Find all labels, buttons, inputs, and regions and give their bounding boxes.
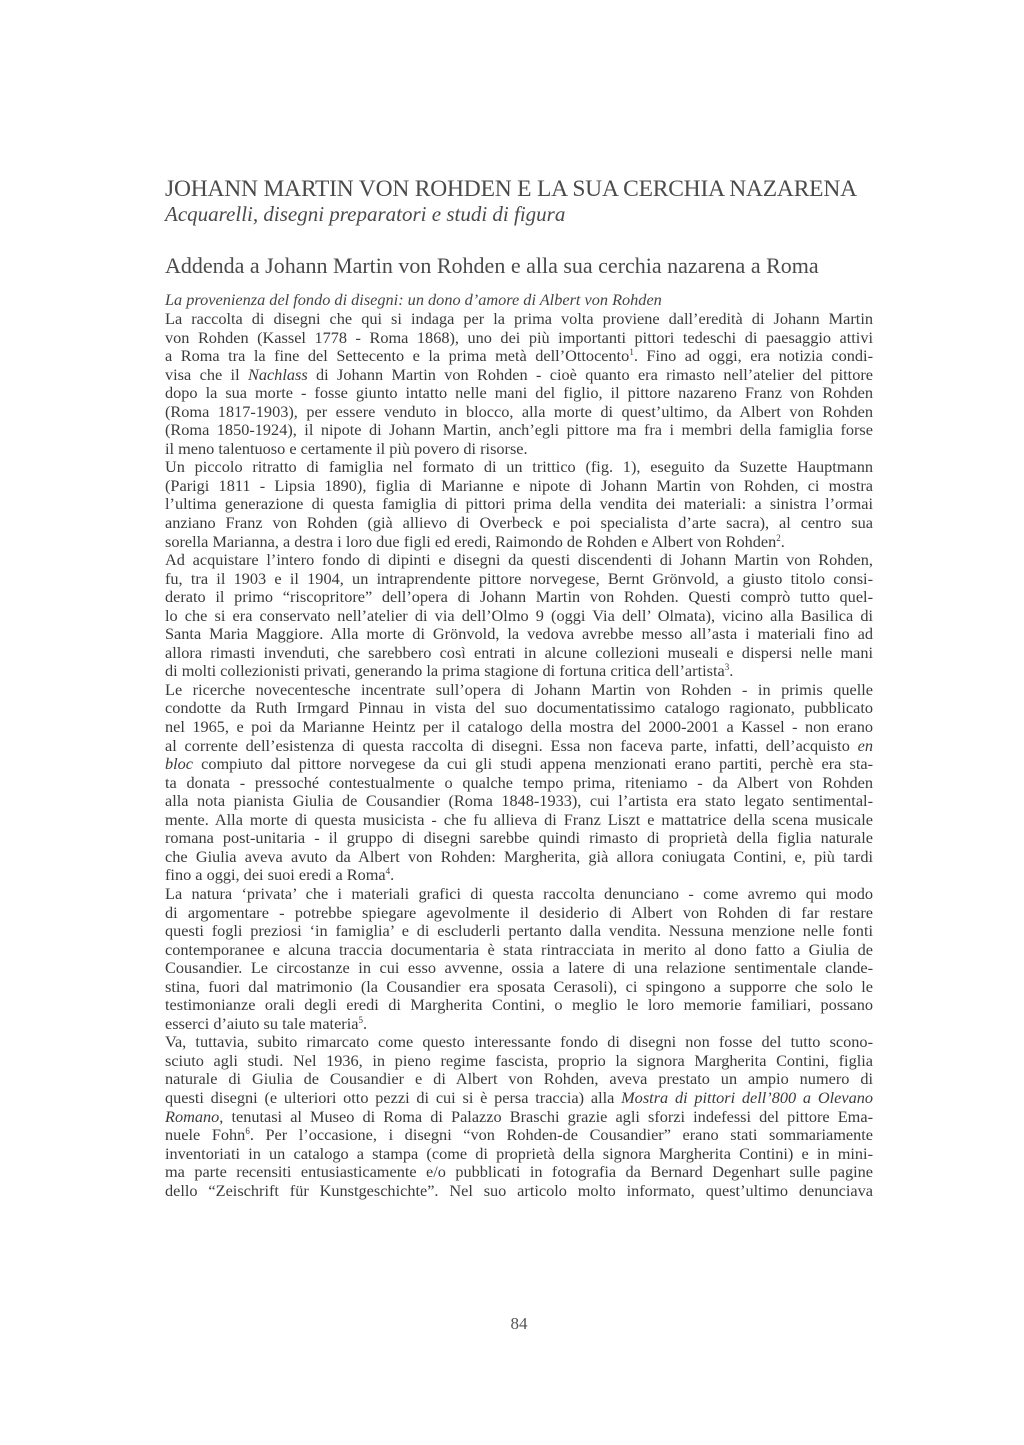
line-text: Un piccolo ritratto di famiglia nel formato di un trittico (fig. 1), eseguito da Suzette Hauptmann <box>165 457 873 477</box>
line-text: questi disegni (e ulteriori otto pezzi di cui si è persa traccia) alla <box>165 1087 622 1107</box>
body-line <box>165 607 873 626</box>
line-text: esserci d’aiuto su tale materia <box>165 1013 359 1033</box>
body-line <box>165 941 873 960</box>
line-text: . Fino ad oggi, era notizia condi- <box>633 346 873 366</box>
line-text: , tenutasi al Museo di Roma di Palazzo Braschi grazie agli sforzi indefessi del pittore Ema- <box>219 1106 873 1126</box>
body-line <box>165 699 873 718</box>
line-text: . <box>780 531 785 551</box>
line-text: sciuto agli studi. Nel 1936, in pieno regime fascista, proprio la signora Margherita Contini, figlia <box>165 1050 873 1070</box>
section-heading: Addenda a Johann Martin von Rohden e alla sua cerchia nazarena a Roma <box>165 253 819 278</box>
line-text: derato il primo “riscopritore” dell’opera di Johann Martin von Rohden. Questi comprò tutto quel- <box>165 587 873 607</box>
body-line <box>165 1163 873 1182</box>
line-text: (Roma 1817-1903), per essere venduto in blocco, alla morte di quest’ultimo, da Albert von Rohden <box>165 401 873 421</box>
body-line <box>165 625 873 644</box>
line-text: Va, tuttavia, subito rimarcato come questo interessante fondo di disegni non fosse del tutto scono- <box>165 1032 873 1052</box>
running-subtitle: Acquarelli, disegni preparatori e studi di figura <box>165 202 566 226</box>
line-text: visa che il <box>165 364 248 384</box>
line-text: di molti collezionisti privati, generando la prima stagione di fortuna critica dell’artista <box>165 661 725 681</box>
section-subheading: La provenienza del fondo di disegni: un dono d’amore di Albert von Rohden <box>165 290 662 309</box>
body-line <box>165 978 873 997</box>
line-text: . Per l’occasione, i disegni “von Rohden-de Cousandier” erano stati sommariamente <box>249 1125 873 1145</box>
body-line <box>165 570 873 589</box>
body-line <box>165 904 873 923</box>
body-line <box>165 774 873 793</box>
body-line <box>165 347 873 366</box>
body-line <box>165 1070 873 1089</box>
line-text: . <box>390 865 395 885</box>
body-line <box>165 959 873 978</box>
line-text: von Rohden (Kassel 1778 - Roma 1868), uno dei più importanti pittori tedeschi di paesaggio attivi <box>165 327 873 347</box>
line-text: inventoriati in un catalogo a stampa (come di proprietà della signora Margherita Contini) e in mini- <box>165 1143 873 1163</box>
body-line <box>165 737 873 756</box>
body-line <box>165 996 873 1015</box>
line-text: Santa Maria Maggiore. Alla morte di Grönvold, la vedova avrebbe messo all’asta i materiali fino ad <box>165 624 873 644</box>
line-text: dello “Zeischrift für Kunstgeschichte”. Nel suo articolo molto informato, quest’ultimo denunciava <box>165 1180 873 1200</box>
italic-term: Nachlass <box>247 364 308 384</box>
line-text: ma parte recensiti entusiasticamente e/o pubblicati in fotografia da Bernard Degenhart sulle pagine <box>165 1162 873 1182</box>
footnote-marker[interactable]: 4 <box>385 866 391 877</box>
body-line <box>165 922 873 941</box>
body-line <box>165 681 873 700</box>
line-text: . <box>729 661 734 681</box>
body-line <box>165 1015 873 1034</box>
line-text: mente. Alla morte di questa musicista - che fu allieva di Franz Liszt e mattatrice della scena musicale <box>165 809 873 829</box>
footnote-marker[interactable]: 3 <box>724 662 730 673</box>
body-line <box>165 811 873 830</box>
body-line <box>165 366 873 385</box>
line-text: dopo la sua morte - fosse giunto intatto nelle mani del figlio, il pittore nazareno Franz von Rohden <box>165 383 873 403</box>
line-text: condotte da Ruth Irmgard Pinnau in vista del suo documentatissimo catalogo ragionato, pubblicato <box>165 698 873 718</box>
line-text: questi fogli preziosi ‘in famiglia’ e di escluderli pertanto dalla vendita. Nessuna menzione nelle fonti <box>165 921 873 941</box>
body-line <box>165 848 873 867</box>
line-text: ta donata - pressoché contestualmente o qualche tempo prima, riteniamo - da Albert von Rohden <box>165 772 873 792</box>
body-line <box>165 588 873 607</box>
line-text: l’ultima generazione di questa famiglia di pittori prima della vendita dei materiali: a sinistra l’ormai <box>165 494 873 514</box>
line-text: testimonianze orali degli eredi di Margherita Contini, o meglio le loro memorie familiari, possano <box>165 995 873 1015</box>
line-text: Le ricerche novecentesche incentrate sull’opera di Johann Martin von Rohden - in primis quelle <box>165 679 873 699</box>
footnote-marker[interactable]: 2 <box>776 532 781 543</box>
line-text: stina, fuori dal matrimonio (la Cousandier era sposata Cerasoli), ci spingono a supporre che solo le <box>165 976 873 996</box>
italic-term: Romano <box>165 1106 220 1126</box>
line-text: nel 1965, e poi da Marianne Heintz per il catalogo della mostra del 2000-2001 a Kassel - non erano <box>165 717 873 737</box>
line-text: romana post-unitaria - il gruppo di disegni sarebbe quindi rimasto di proprietà della figlia naturale <box>165 828 873 848</box>
body-line <box>165 458 873 477</box>
line-text: (Roma 1850-1924), il nipote di Johann Martin, anch’egli pittore ma fra i membri della famiglia forse <box>165 420 873 440</box>
line-text: al corrente dell’esistenza di questa raccolta di disegni. Essa non faceva parte, infatti, dell’acquisto <box>165 735 858 755</box>
line-text: il meno talentuoso e certamente il più povero di risorse. <box>165 438 528 458</box>
italic-term: bloc <box>165 754 194 774</box>
line-text: anziano Franz von Rohden (già allievo di Overbeck e poi specialista d’arte sacra), al centro sua <box>165 513 873 533</box>
footnote-marker[interactable]: 5 <box>358 1014 363 1025</box>
body-line <box>165 644 873 663</box>
line-text: sorella Marianna, a destra i loro due figli ed eredi, Raimondo de Rohden e Albert von Rohden <box>165 531 777 551</box>
body-text <box>165 310 873 1200</box>
body-line <box>165 384 873 403</box>
line-text: fino a oggi, dei suoi eredi a Roma <box>165 865 386 885</box>
line-text: . <box>362 1013 368 1033</box>
body-line <box>165 662 873 681</box>
line-text: nuele Fohn <box>165 1125 246 1145</box>
body-line <box>165 885 873 904</box>
body-line <box>165 403 873 422</box>
body-line <box>165 829 873 848</box>
line-text: allora rimasti invenduti, che sarebbero così entrati in alcune collezioni museali e dispersi nelle mani <box>165 642 873 662</box>
line-text: che Giulia aveva avuto da Albert von Rohden: Margherita, già allora coniugata Contini, e, più tardi <box>165 846 873 866</box>
line-text: a Roma tra la fine del Settecento e la prima metà dell’Ottocento <box>165 346 630 366</box>
body-line <box>165 1033 873 1052</box>
line-text: contemporanee e alcuna traccia documentaria è stata rintracciata in merito al dono fatto a Giulia de <box>165 939 873 959</box>
body-line <box>165 1126 873 1145</box>
footnote-marker[interactable]: 6 <box>245 1126 250 1137</box>
line-text: di Johann Martin von Rohden - cioè quanto era rimasto nell’atelier del pittore <box>307 364 873 384</box>
body-line <box>165 477 873 496</box>
line-text: lo che si era conservato nell’atelier di via dell’Olmo 9 (oggi Via dell’ Olmata), vicino alla Basilica di <box>165 605 873 625</box>
line-text: di argomentare - potrebbe spiegare agevolmente il desiderio di Albert von Rohden di far restare <box>165 902 873 922</box>
line-text: fu, tra il 1903 e il 1904, un intraprendente pittore norvegese, Bernt Grönvold, a giusto titolo consi- <box>165 568 873 588</box>
body-line <box>165 866 873 885</box>
line-text: alla nota pianista Giulia de Cousandier (Roma 1848-1933), cui l’artista era stato legato sentimental- <box>165 791 873 811</box>
line-text: La natura ‘privata’ che i materiali grafici di questa raccolta denunciano - come avremo qui modo <box>165 883 873 903</box>
body-line <box>165 440 873 459</box>
body-line <box>165 718 873 737</box>
body-line <box>165 1145 873 1164</box>
line-text: La raccolta di disegni che qui si indaga per la prima volta proviene dall’eredità di Johann Martin <box>165 309 873 328</box>
body-line <box>165 1182 873 1201</box>
body-line <box>165 1108 873 1127</box>
body-line <box>165 533 873 552</box>
body-line <box>165 495 873 514</box>
body-line <box>165 1052 873 1071</box>
italic-term: Mostra di pittori dell’800 a Olevano <box>621 1087 873 1107</box>
body-line <box>165 329 873 348</box>
body-line <box>165 514 873 533</box>
footnote-marker[interactable]: 1 <box>629 347 634 358</box>
page-number: 84 <box>510 1314 528 1333</box>
body-line <box>165 551 873 570</box>
line-text: compiuto dal pittore norvegese da cui gli studi appena menzionati erano partiti, perchè era sta- <box>193 754 873 774</box>
body-line <box>165 310 873 329</box>
line-text: naturale di Giulia de Cousandier e di Albert von Rohden, aveva prestato un ampio numero di <box>165 1069 873 1089</box>
line-text: (Parigi 1811 - Lipsia 1890), figlia di Marianne e nipote di Johann Martin von Rohden, ci mostra <box>165 475 873 495</box>
italic-term: en <box>857 735 873 755</box>
running-title: JOHANN MARTIN VON ROHDEN E LA SUA CERCHIA NAZARENA <box>165 176 857 202</box>
body-line <box>165 755 873 774</box>
body-line <box>165 421 873 440</box>
line-text: Ad acquistare l’intero fondo di dipinti e disegni da questi discendenti di Johann Martin von Rohden, <box>165 550 873 570</box>
body-line <box>165 792 873 811</box>
line-text: Cousandier. Le circostanze in cui esso avvenne, ossia a latere di una relazione sentimentale clande- <box>165 958 873 978</box>
body-line <box>165 1089 873 1108</box>
